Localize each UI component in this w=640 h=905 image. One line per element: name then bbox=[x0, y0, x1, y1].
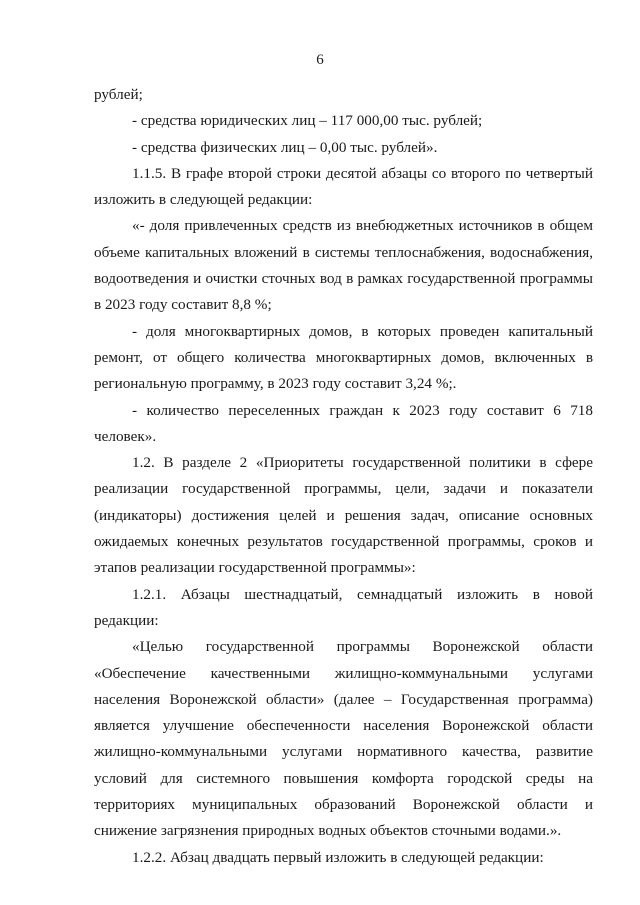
paragraph: 1.2.1. Абзацы шестнадцатый, семнадцатый изложить в новой редакции: bbox=[94, 585, 593, 629]
page-number: 6 bbox=[316, 52, 324, 68]
paragraph: - доля многоквартирных домов, в которых проведен капитальный ремонт, от общего количества многоквартирных домов, включенных в региональную программу, в 2023 году составит 3,24 %;. bbox=[94, 322, 593, 393]
paragraph: «Целью государственной программы Воронежской области «Обеспечение качественными жилищно-коммунальными услугами населения Воронежской области» (далее – Государственная программа) является улучшение обеспеченности населения Воронежской области жилищно-коммунальными услугами нормативного качества, развитие условий для системного повышения комфорта городской среды на территориях муниципальных образований Воронежской области и снижение загрязнения природных водных объектов сточными водами.». bbox=[94, 638, 593, 840]
paragraph: - количество переселенных граждан к 2023 году составит 6 718 человек». bbox=[94, 401, 593, 445]
paragraph: 1.2. В разделе 2 «Приоритеты государственной политики в сфере реализации государственной программы, цели, задачи и показатели (индикаторы) достижения целей и решения задач, описание основных ожидаемых конечных результатов государственной программы, сроков и этапов реализации государственной программы»: bbox=[94, 454, 593, 577]
document-body bbox=[94, 82, 593, 871]
paragraph: рублей; bbox=[94, 86, 143, 103]
paragraph: «- доля привлеченных средств из внебюджетных источников в общем объеме капитальных вложений в системы теплоснабжения, водоснабжения, водоотведения и очистки сточных вод в рамках государственной программы в 2023 году составит 8,8 %; bbox=[94, 217, 593, 314]
paragraph: - средства физических лиц – 0,00 тыс. рублей». bbox=[132, 138, 438, 156]
paragraph: - средства юридических лиц – 117 000,00 тыс. рублей; bbox=[132, 112, 483, 130]
paragraph: 1.2.2. Абзац двадцать первый изложить в следующей редакции: bbox=[132, 848, 544, 866]
paragraph: 1.1.5. В графе второй строки десятой абзацы со второго по четвертый изложить в следующей редакции: bbox=[94, 164, 593, 209]
